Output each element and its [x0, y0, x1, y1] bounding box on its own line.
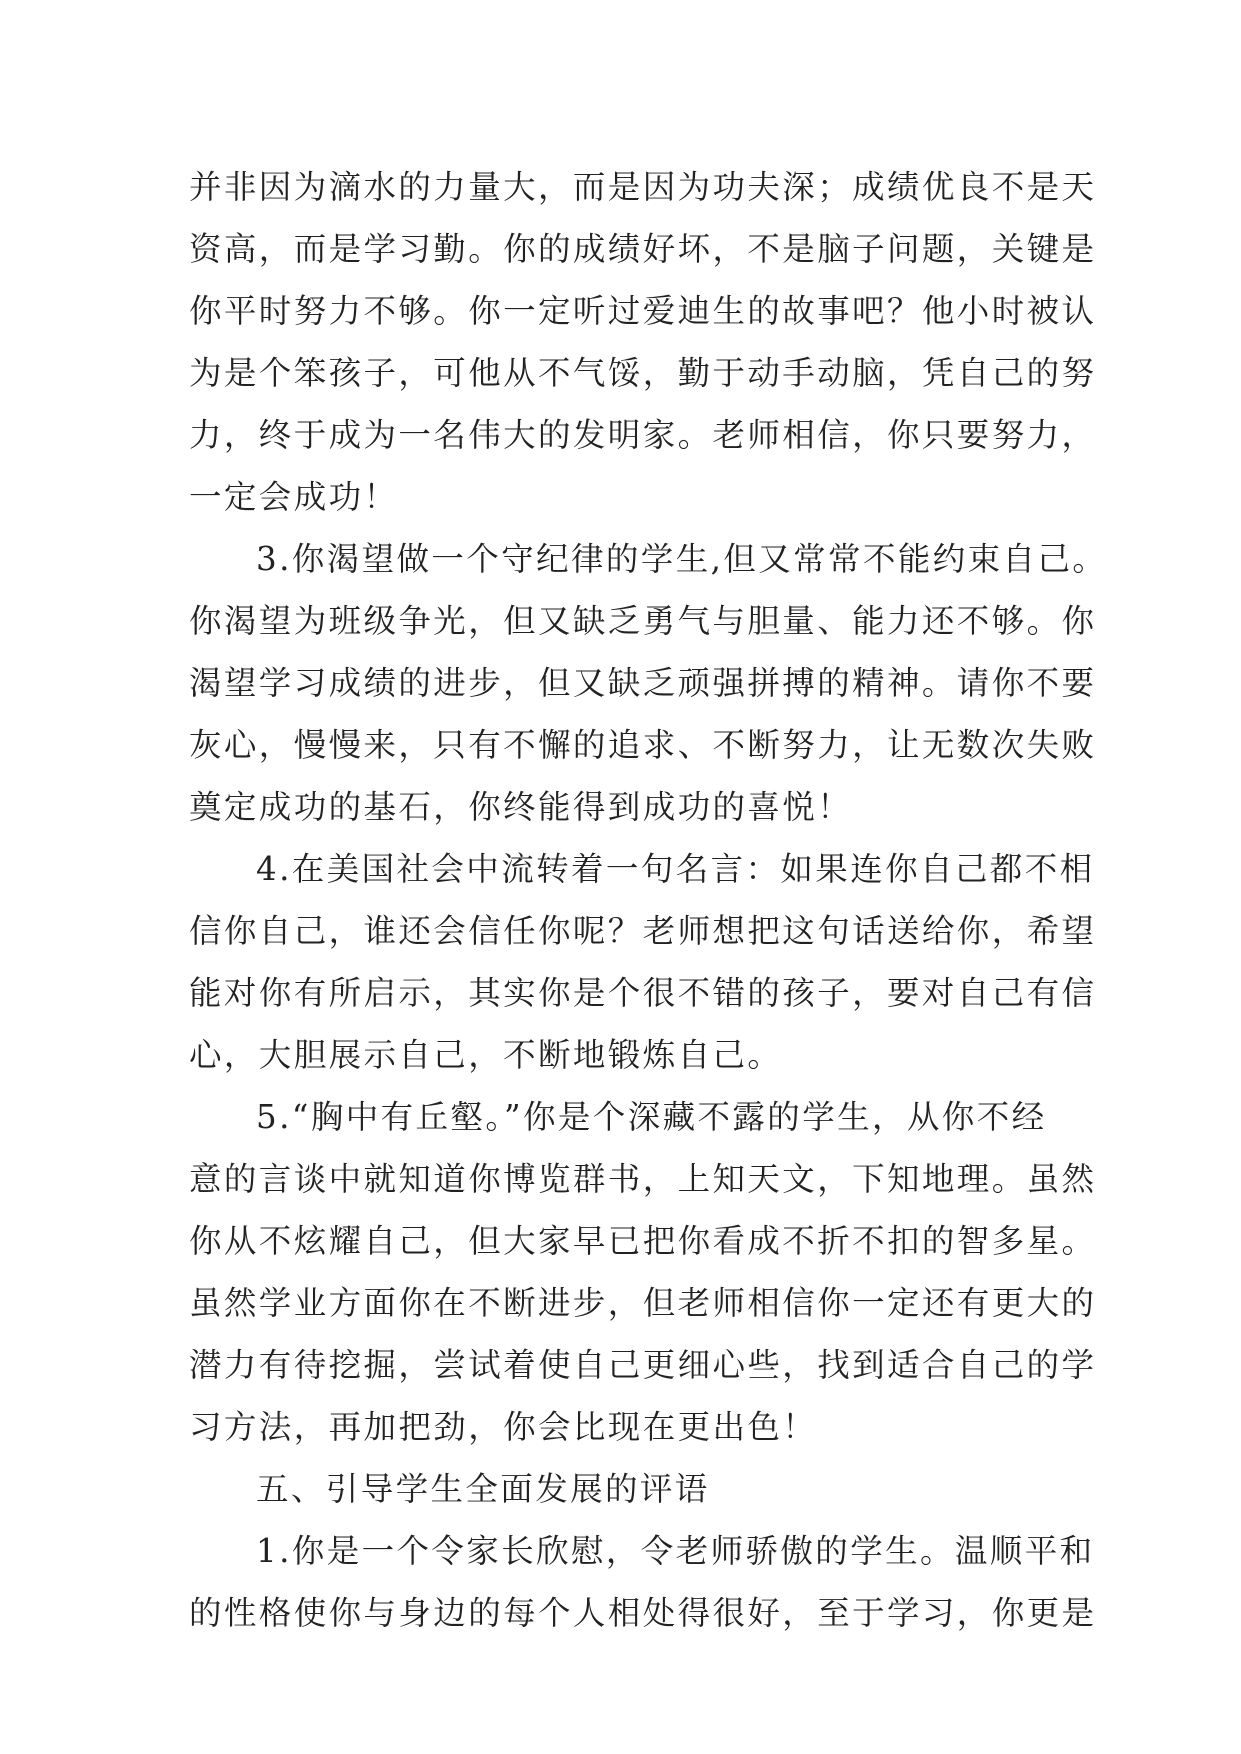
text-line: 信你自己，谁还会信任你呢？老师想把这句话送给你，希望: [189, 912, 1097, 950]
text-line: 心，大胆展示自己，不断地锻炼自己。: [189, 1036, 783, 1074]
paragraph-4-first-line: 4.在美国社会中流转着一句名言：如果连你自己都不相: [256, 850, 1095, 888]
document-body: [189, 156, 1108, 1644]
text-line: 虽然学业方面你在不断进步，但老师相信你一定还有更大的: [189, 1284, 1097, 1322]
text-line: 灰心，慢慢来，只有不懈的追求、不断努力，让无数次失败: [189, 726, 1097, 764]
text-line: 渴望学习成绩的进步，但又缺乏顽强拼搏的精神。请你不要: [189, 664, 1097, 702]
text-line: 你从不炫耀自己，但大家早已把你看成不折不扣的智多星。: [189, 1222, 1097, 1260]
section-heading: 五、引导学生全面发展的评语: [256, 1470, 710, 1508]
text-line: 的性格使你与身边的每个人相处得很好，至于学习，你更是: [189, 1594, 1097, 1632]
text-line: 能对你有所启示，其实你是个很不错的孩子，要对自己有信: [189, 974, 1097, 1012]
paragraph-5-first-line: 5.“胸中有丘壑。”你是个深藏不露的学生，从你不经: [256, 1098, 1047, 1136]
text-line: 并非因为滴水的力量大，而是因为功夫深；成绩优良不是天: [189, 168, 1097, 206]
text-line: 资高，而是学习勤。你的成绩好坏，不是脑子问题，关键是: [189, 230, 1097, 268]
paragraph-3-first-line: 3.你渴望做一个守纪律的学生,但又常常不能约束自己。: [256, 540, 1108, 578]
text-line: 力，终于成为一名伟大的发明家。老师相信，你只要努力，: [189, 416, 1097, 454]
text-line: 习方法，再加把劲，你会比现在更出色！: [189, 1408, 818, 1446]
text-line: 为是个笨孩子，可他从不气馁，勤于动手动脑，凭自己的努: [189, 354, 1097, 392]
paragraph-1-first-line: 1.你是一个令家长欣慰，令老师骄傲的学生。温顺平和: [256, 1532, 1095, 1570]
text-line: 你渴望为班级争光，但又缺乏勇气与胆量、能力还不够。你: [189, 602, 1097, 640]
text-line: 意的言谈中就知道你博览群书，上知天文，下知地理。虽然: [189, 1160, 1097, 1198]
text-line: 一定会成功！: [189, 478, 399, 516]
text-line: 潜力有待挖掘，尝试着使自己更细心些，找到适合自己的学: [189, 1346, 1097, 1384]
text-line: 奠定成功的基石，你终能得到成功的喜悦！: [189, 788, 853, 826]
text-line: 你平时努力不够。你一定听过爱迪生的故事吧？他小时被认: [189, 292, 1097, 330]
